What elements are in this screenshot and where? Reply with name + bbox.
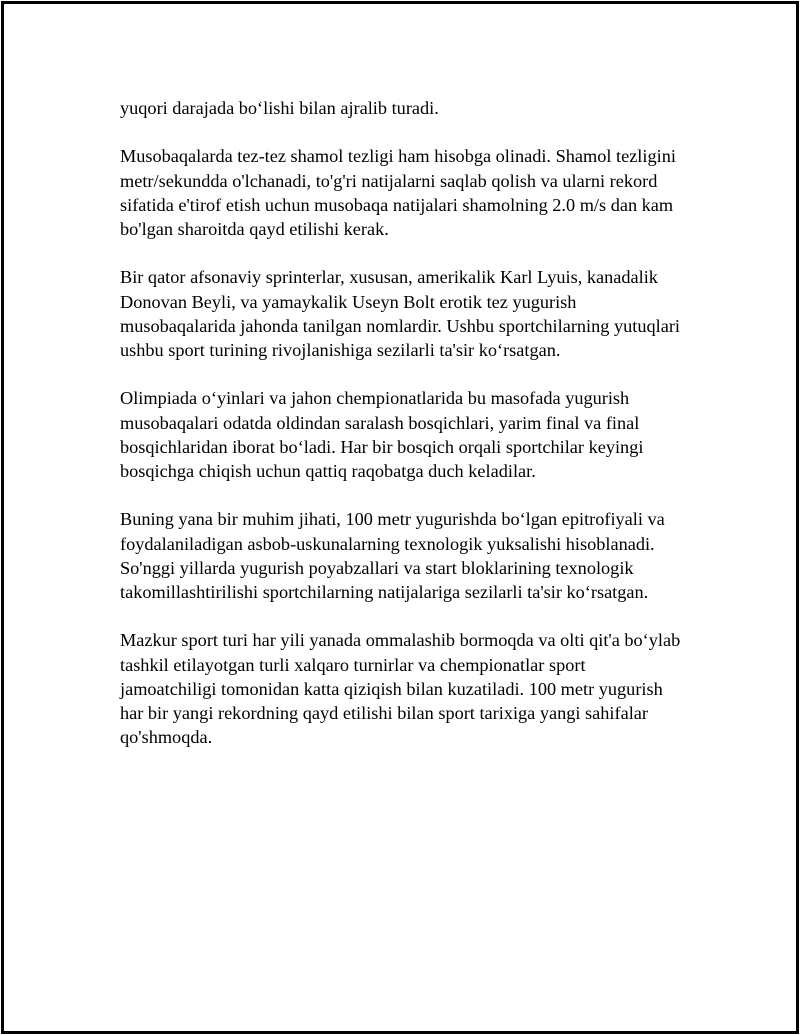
paragraph-6: Mazkur sport turi har yili yanada ommalashib bormoqda va olti qit'a bo‘ylab tashkil etilayotgan turli xalqaro turnirlar va chempionatlar sport jamoatchiligi tomonidan katta qiziqish bilan kuzatiladi. 100 metr yugurish har bir yangi rekordning qayd etilishi bilan sport tarixiga yangi sahifalar qo'shmoqda. [120, 630, 681, 748]
document-body [120, 96, 700, 774]
paragraph-4: Olimpiada o‘yinlari va jahon chempionatlarida bu masofada yugurish musobaqalari odatda oldindan saralash bosqichlari, yarim final va final bosqichlaridan iborat bo‘ladi. Har bir bosqich orqali sportchilar keyingi bosqichga chiqish uchun qattiq raqobatga duch keladilar. [120, 388, 644, 481]
paragraph-1: yuqori darajada bo‘lishi bilan ajralib turadi. [120, 98, 439, 118]
page-frame [1, 1, 799, 1034]
paragraph-5: Buning yana bir muhim jihati, 100 metr yugurishda bo‘lgan epitrofiyali va foydalaniladigan asbob-uskunalarning texnologik yuksalishi hisoblanadi. So'nggi yillarda yugurish poyabzallari va start bloklarining texnologik takomillashtirilishi sportchilarning natijalariga sezilarli ta'sir ko‘rsatgan. [120, 509, 665, 602]
paragraph-2: Musobaqalarda tez-tez shamol tezligi ham hisobga olinadi. Shamol tezligini metr/sekundda o'lchanadi, to'g'ri natijalarni saqlab qolish va ularni rekord sifatida e'tirof etish uchun musobaqa natijalari shamolning 2.0 m/s dan kam bo'lgan sharoitda qayd etilishi kerak. [120, 146, 676, 239]
paragraph-3: Bir qator afsonaviy sprinterlar, xususan, amerikalik Karl Lyuis, kanadalik Donovan Beyli, va yamaykalik Useyn Bolt erotik tez yugurish musobaqalarida jahonda tanilgan nomlardir. Ushbu sportchilarning yutuqlari ushbu sport turining rivojlanishiga sezilarli ta'sir ko‘rsatgan. [120, 267, 680, 360]
